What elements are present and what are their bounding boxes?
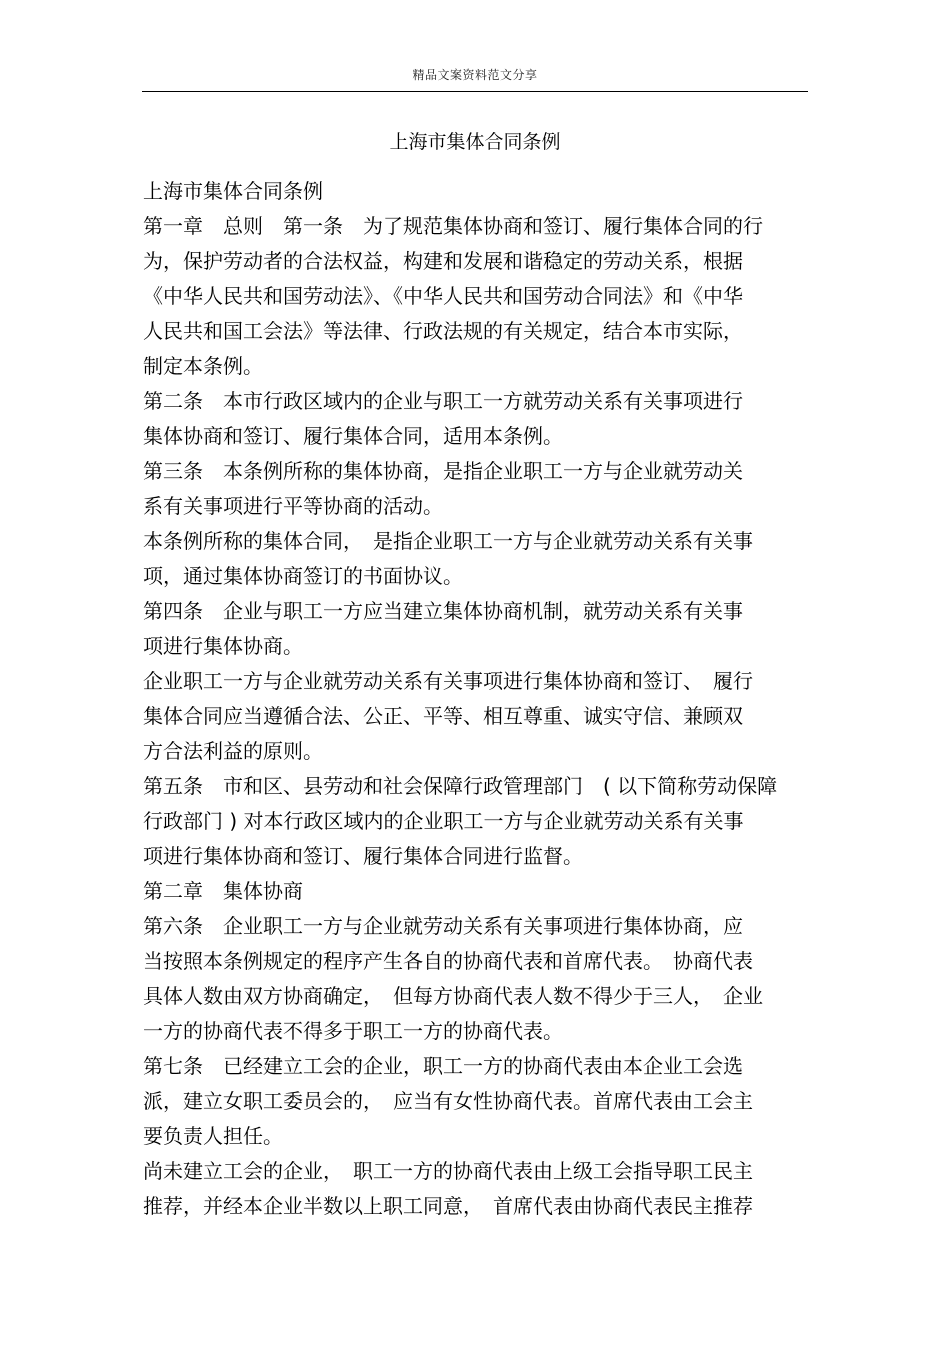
text-line: 具体人数由双方协商确定， 但每方协商代表人数不得少于三人， 企业: [143, 984, 763, 1008]
text-line: 尚未建立工会的企业， 职工一方的协商代表由上级工会指导职工民主: [143, 1159, 753, 1183]
text-line: 制定本条例。: [143, 354, 263, 378]
text-line: 第七条 已经建立工会的企业，职工一方的协商代表由本企业工会选: [143, 1054, 743, 1078]
text-line: 系有关事项进行平等协商的活动。: [143, 494, 443, 518]
text-line: 项进行集体协商和签订、履行集体合同进行监督。: [143, 844, 583, 868]
text-line: 派，建立女职工委员会的， 应当有女性协商代表。首席代表由工会主: [143, 1089, 753, 1113]
text-line: 第六条 企业职工一方与企业就劳动关系有关事项进行集体协商，应: [143, 914, 743, 938]
text-line: 方合法利益的原则。: [143, 739, 323, 763]
document-body: [143, 174, 808, 1224]
text-line: 集体协商和签订、履行集体合同，适用本条例。: [143, 424, 563, 448]
text-line: 第四条 企业与职工一方应当建立集体协商机制，就劳动关系有关事: [143, 599, 743, 623]
text-line: 行政部门 ) 对本行政区域内的企业职工一方与企业就劳动关系有关事: [143, 809, 744, 833]
text-line: 企业职工一方与企业就劳动关系有关事项进行集体协商和签订、 履行: [143, 669, 753, 693]
text-line: 人民共和国工会法》等法律、行政法规的有关规定，结合本市实际，: [143, 319, 743, 343]
text-line: 推荐，并经本企业半数以上职工同意， 首席代表由协商代表民主推荐: [143, 1194, 753, 1218]
text-line: 第一章 总则 第一条 为了规范集体协商和签订、履行集体合同的行: [143, 214, 763, 238]
header-divider: [142, 91, 808, 92]
text-line: 项进行集体协商。: [143, 634, 303, 658]
text-line: 当按照本条例规定的程序产生各自的协商代表和首席代表。 协商代表: [143, 949, 753, 973]
text-line: 第三条 本条例所称的集体协商，是指企业职工一方与企业就劳动关: [143, 459, 743, 483]
text-line: 本条例所称的集体合同， 是指企业职工一方与企业就劳动关系有关事: [143, 529, 753, 553]
text-line: 要负责人担任。: [143, 1124, 283, 1148]
text-line: 第二章 集体协商: [143, 879, 303, 903]
document-title: 上海市集体合同条例: [389, 131, 561, 153]
text-line: 第五条 市和区、县劳动和社会保障行政管理部门 ( 以下简称劳动保障: [143, 774, 778, 798]
text-line: 《中华人民共和国劳动法》、《中华人民共和国劳动合同法》和《中华: [143, 284, 743, 308]
text-line: 为，保护劳动者的合法权益，构建和发展和谐稳定的劳动关系，根据: [143, 249, 743, 273]
text-line: 集体合同应当遵循合法、公正、平等、相互尊重、诚实守信、兼顾双: [143, 704, 743, 728]
text-line: 第二条 本市行政区域内的企业与职工一方就劳动关系有关事项进行: [143, 389, 743, 413]
text-line: 一方的协商代表不得多于职工一方的协商代表。: [143, 1019, 563, 1043]
text-line: 项，通过集体协商签订的书面协议。: [143, 564, 463, 588]
page-header-text: 精品文案资料范文分享: [412, 68, 538, 82]
text-line: 上海市集体合同条例: [143, 179, 323, 203]
